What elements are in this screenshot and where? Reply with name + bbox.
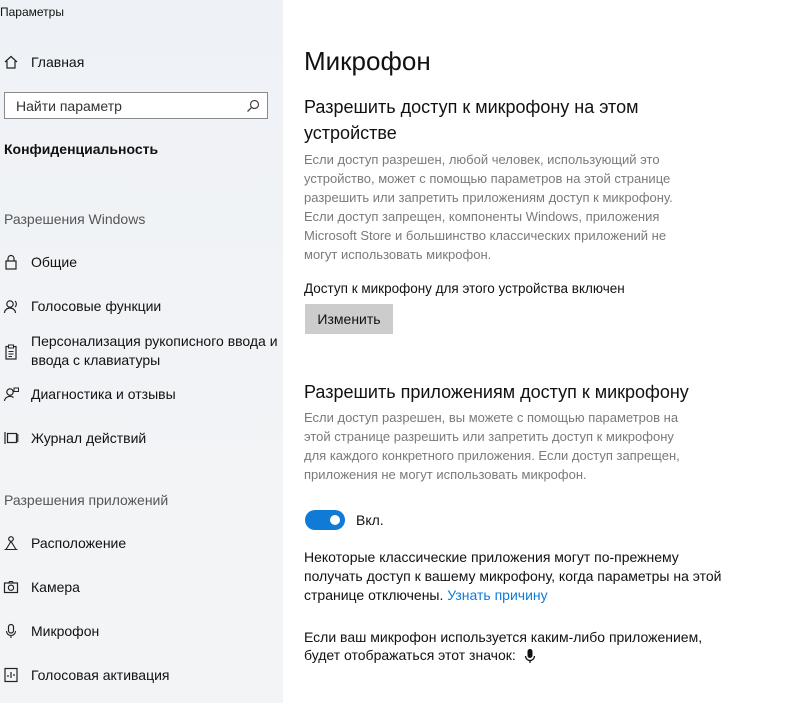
toggle-knob [330,515,340,525]
sidebar-item-label: Расположение [31,534,127,551]
location-icon [2,534,20,552]
apps-desc-line: этой странице разрешить или запретить доступ к микрофону [304,429,674,444]
feedback-icon [2,385,20,403]
apps-access-heading: Разрешить приложениям доступ к микрофону [304,382,689,402]
voice-activation-icon [2,666,20,684]
sidebar-item-speech[interactable] [0,286,283,326]
toggle-state-label: Вкл. [356,512,384,528]
app-permissions-heading: Разрешения приложений [4,492,169,508]
device-desc-line: устройство, может с помощью параметров на этой странице [304,171,671,186]
classic-apps-note-text: странице отключены. [304,587,444,603]
sidebar-item-label: Диагностика и отзывы [31,385,176,402]
mic-indicator-text: будет отображаться этот значок: [304,647,516,663]
apps-desc-line: приложения не могут использовать микрофон. [304,467,587,482]
apps-desc-line: для каждого конкретного приложения. Если доступ запрещен, [304,448,680,463]
sidebar [0,0,283,703]
classic-apps-note-line: получать доступ к вашему микрофону, когда параметры на этой [304,568,722,584]
sidebar-item-general[interactable] [0,242,283,282]
sidebar-item-activity-history[interactable] [0,418,283,458]
device-access-heading-line2: устройстве [304,123,397,143]
device-desc-line: Если доступ разрешен, любой человек, использующий это [304,152,660,167]
sidebar-item-camera[interactable] [0,567,283,607]
device-desc-line: могут использовать микрофон. [304,247,492,262]
device-desc-line: разрешить или запретить приложениям доступ к микрофону. [304,190,673,205]
camera-icon [2,578,20,596]
sidebar-item-label: Персонализация рукописного ввода и [31,333,278,349]
sidebar-item-label: Голосовые функции [31,297,162,314]
apps-access-toggle[interactable] [305,510,345,530]
sidebar-item-label: Камера [31,578,80,595]
category-title: Конфиденциальность [4,141,159,157]
sidebar-item-label-line2: ввода с клавиатуры [31,352,161,368]
sidebar-item-microphone[interactable] [0,611,283,651]
sidebar-item-diagnostics[interactable] [0,374,283,414]
main-content [283,0,800,703]
lock-icon [2,253,20,271]
sidebar-item-voice-activation[interactable] [0,655,283,695]
learn-why-link[interactable]: Узнать причину [447,587,548,603]
sidebar-item-label: Микрофон [31,622,100,639]
app-title: Параметры [0,5,64,19]
sidebar-item-home[interactable] [0,42,283,82]
mic-indicator-note-line2 [304,646,536,665]
device-access-heading: Разрешить доступ к микрофону на этом [304,97,639,117]
search-placeholder: Найти параметр [16,98,122,114]
sidebar-item-label: Голосовая активация [31,666,170,683]
microphone-icon [2,622,20,640]
sidebar-item-inking-typing[interactable] [0,330,283,374]
search-input[interactable] [4,92,268,119]
device-access-status: Доступ к микрофону для этого устройства включен [304,281,625,296]
apps-desc-line: Если доступ разрешен, вы можете с помощью параметров на [304,410,679,425]
home-icon [2,53,20,71]
microphone-in-use-icon [524,648,536,664]
windows-permissions-heading: Разрешения Windows [4,211,146,227]
classic-apps-note-line [304,586,548,605]
classic-apps-note-line: Некоторые классические приложения могут по-прежнему [304,549,679,565]
sidebar-item-location[interactable] [0,523,283,563]
search-icon[interactable] [245,98,261,114]
page-title: Микрофон [304,46,431,76]
sidebar-item-label: Журнал действий [31,429,147,446]
timeline-icon [2,429,20,447]
voice-icon [2,297,20,315]
device-desc-line: Microsoft Store и большинство классических приложений не [304,228,667,243]
change-button[interactable]: Изменить [305,304,393,334]
sidebar-item-label: Общие [31,253,78,270]
device-desc-line: Если доступ запрещен, компоненты Windows, приложения [304,209,660,224]
sidebar-item-label: Главная [31,53,85,70]
clipboard-icon [2,343,20,361]
mic-indicator-note: Если ваш микрофон используется каким-либо приложением, [304,629,703,645]
